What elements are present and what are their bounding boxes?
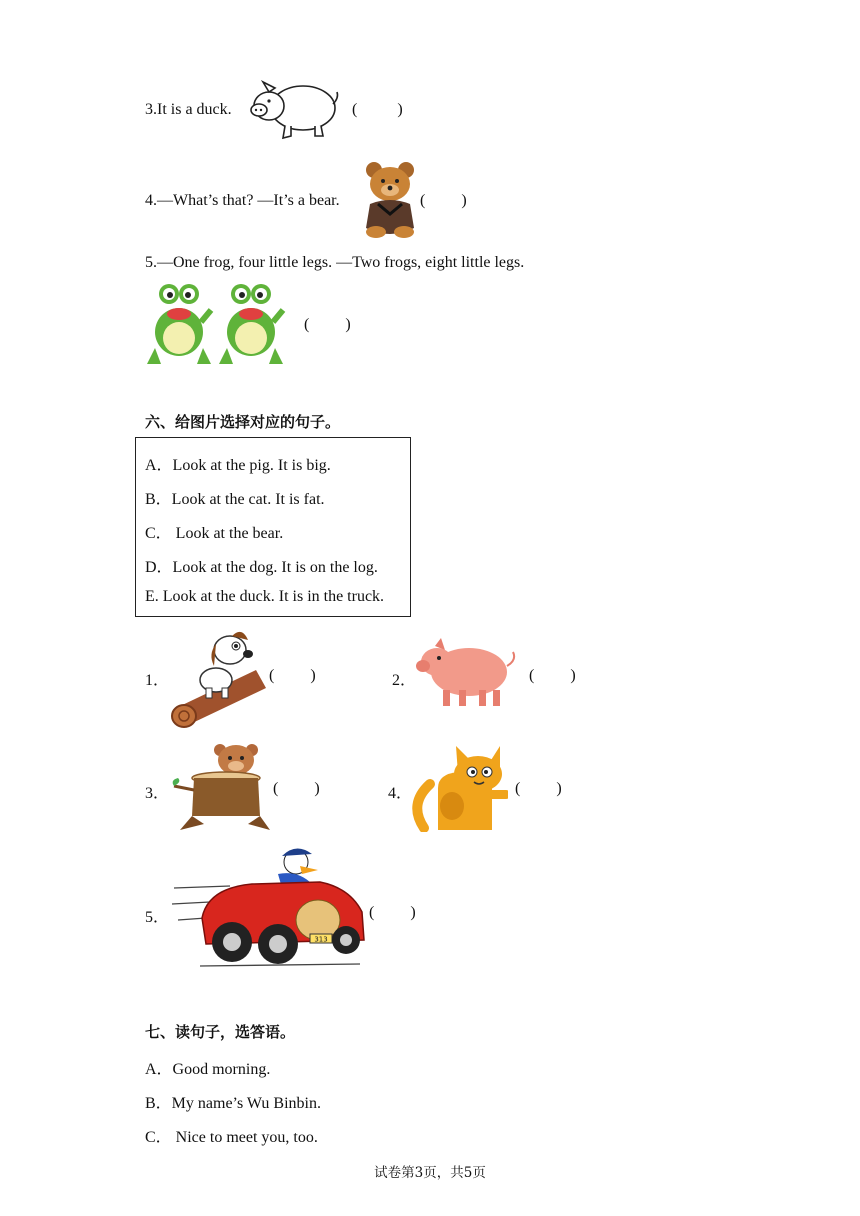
page-footer: 试卷第3页，共5页 [374, 1165, 486, 1181]
car-plate-text: 313 [314, 935, 328, 944]
section-6-option-a: A．Look at the pig. It is big. [145, 457, 331, 474]
picture-item-2-number: 2． [392, 672, 417, 689]
section-7-option-c: C． Nice to meet you, too. [145, 1129, 318, 1146]
picture-item-4-answer-blank[interactable]: ( ) [515, 780, 562, 797]
cat-icon [412, 744, 508, 832]
pig-icon [413, 636, 519, 710]
bear-on-stump-icon [170, 742, 270, 832]
question-3-text: 3.It is a duck. [145, 101, 232, 118]
dog-on-log-icon [170, 624, 270, 728]
picture-item-3-answer-blank[interactable]: ( ) [273, 780, 320, 797]
picture-item-4-number: 4． [388, 785, 413, 802]
section-6-option-e: E. Look at the duck. It is in the truck. [145, 588, 385, 605]
question-5-answer-blank[interactable]: ( ) [304, 316, 351, 333]
section-7-option-b: B．My name’s Wu Binbin. [145, 1095, 321, 1112]
question-3-answer-blank[interactable]: ( ) [352, 101, 403, 118]
picture-item-5-number: 5． [145, 909, 170, 926]
question-4-text: 4.—What’s that? —It’s a bear. [145, 192, 340, 209]
picture-item-1-answer-blank[interactable]: ( ) [269, 667, 316, 684]
pig-outline-icon [245, 78, 341, 140]
bear-icon [360, 160, 420, 240]
section-7-title: 七、读句子，选答语。 [145, 1023, 296, 1041]
duck-in-car-icon [170, 848, 370, 972]
section-6-option-c: C． Look at the bear. [145, 525, 284, 542]
section-7-option-a: A．Good morning. [145, 1061, 271, 1078]
picture-item-5-answer-blank[interactable]: ( ) [369, 904, 416, 921]
section-6-option-b: B．Look at the cat. It is fat. [145, 491, 325, 508]
two-frogs-icon [143, 278, 288, 368]
section-6-title: 六、给图片选择对应的句子。 [145, 413, 341, 431]
section-6-option-d: D．Look at the dog. It is on the log. [145, 559, 378, 576]
question-5-text: 5.—One frog, four little legs. —Two frogs, eight little legs. [145, 254, 525, 271]
picture-item-3-number: 3． [145, 785, 170, 802]
picture-item-1-number: 1． [145, 672, 170, 689]
picture-item-2-answer-blank[interactable]: ( ) [529, 667, 576, 684]
question-4-answer-blank[interactable]: ( ) [420, 192, 467, 209]
